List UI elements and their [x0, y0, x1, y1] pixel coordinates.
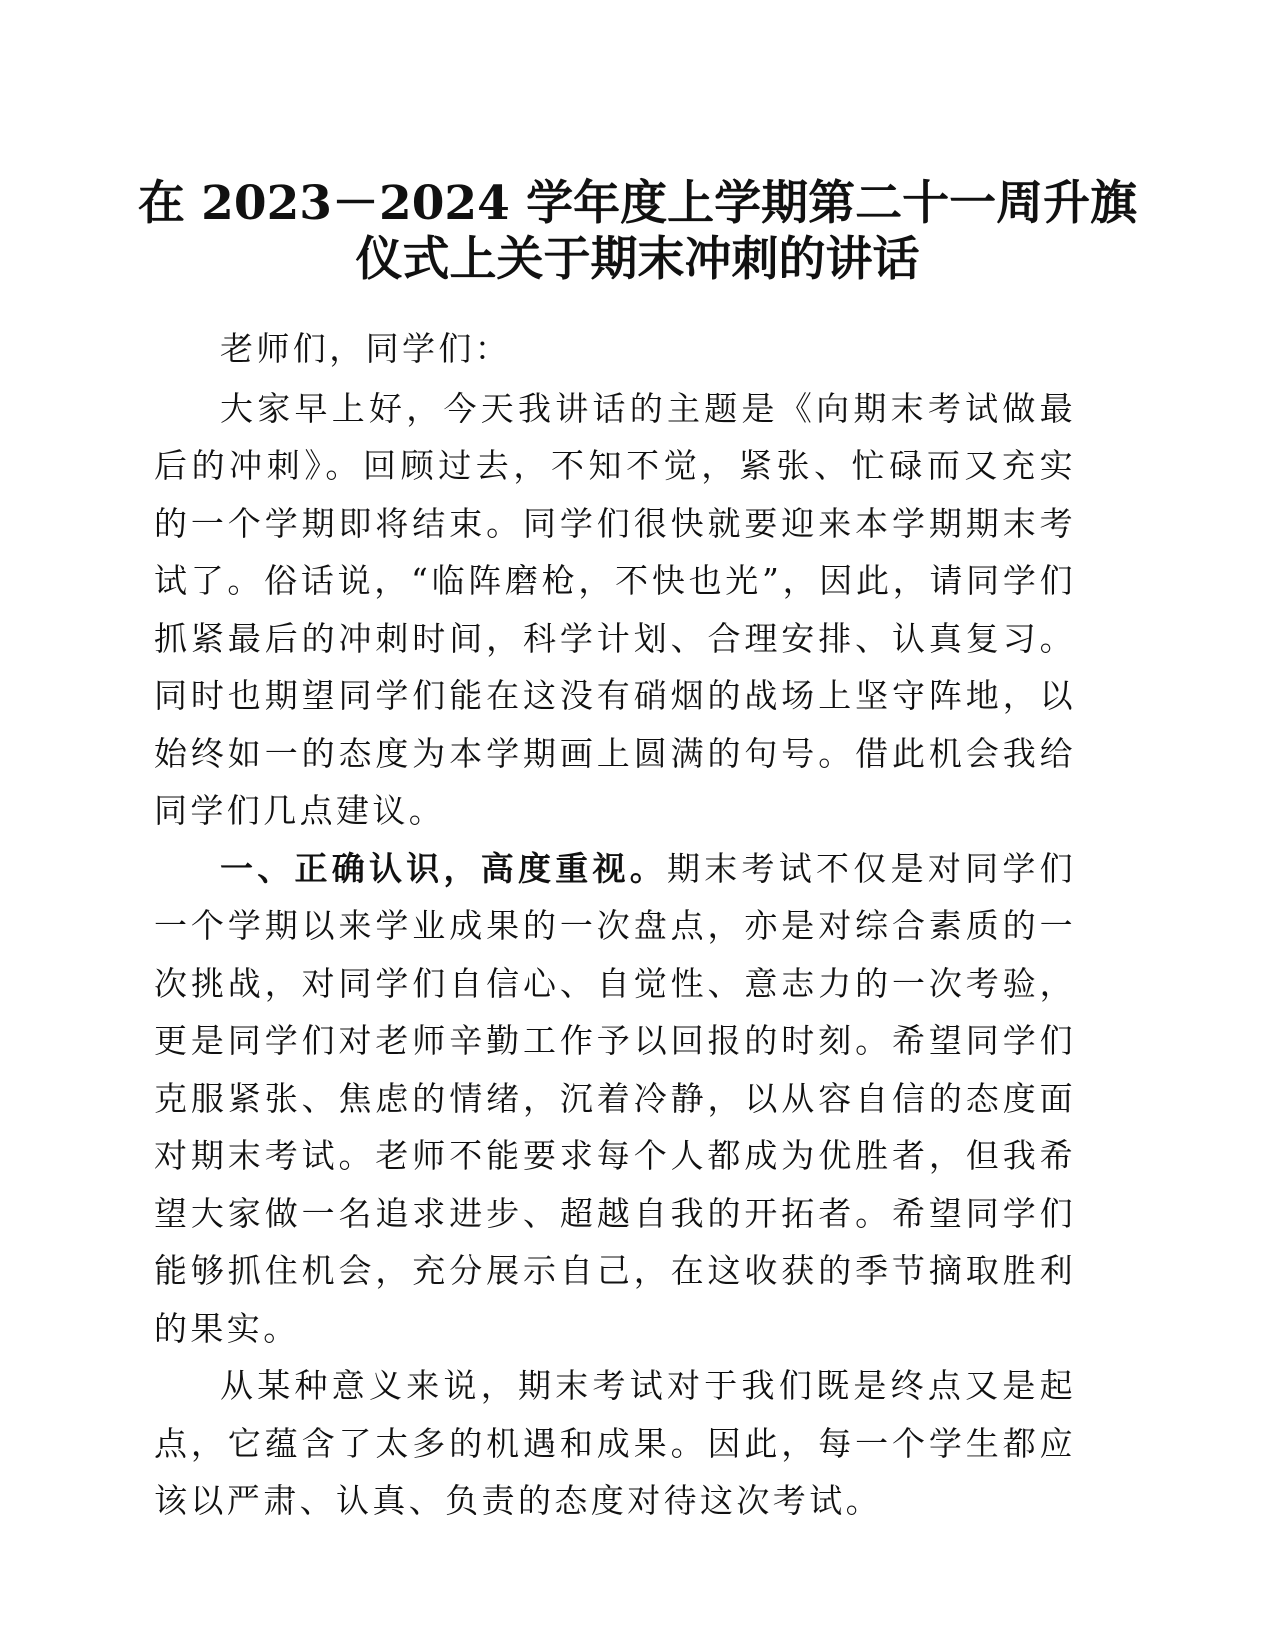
document-title: 在 2023－2024 学年度上学期第二十一周升旗仪式上关于期末冲刺的讲话: [137, 176, 1138, 287]
paragraph-2-heading: 一、正确认识，高度重视。: [220, 848, 668, 888]
paragraph-2-body: 期末考试不仅是对同学们一个学期以来学业成果的一次盘点，亦是对综合素质的一次挑战，对同学们自信心、自觉性、意志力的一次考验，更是同学们对老师辛勤工作予以回报的时刻。希望同学们克服紧张、焦虑的情绪，沉着冷静，以从容自信的态度面对期末考试。老师不能要求每个人都成为优胜者，但我希望大家做一名追求进步、超越自我的开拓者。希望同学们能够抓住机会，充分展示自己，在这收获的季节摘取胜利的果实。: [154, 848, 1076, 1348]
paragraph-3: 从某种意义来说，期末考试对于我们既是终点又是起点，它蕴含了太多的机遇和成果。因此，每一个学生都应该以严肃、认真、负责的态度对待这次考试。: [154, 1366, 1076, 1520]
document-body: [154, 320, 1076, 1530]
paragraph-1: 大家早上好，今天我讲话的主题是《向期末考试做最后的冲刺》。回顾过去，不知不觉，紧张、忙碌而又充实的一个学期即将结束。同学们很快就要迎来本学期期末考试了。俗话说，“临阵磨枪，不快也光”，因此，请同学们抓紧最后的冲刺时间，科学计划、合理安排、认真复习。同时也期望同学们能在这没有硝烟的战场上坚守阵地，以始终如一的态度为本学期画上圆满的句号。借此机会我给同学们几点建议。: [154, 388, 1076, 830]
greeting: 老师们，同学们：: [220, 329, 512, 368]
paragraph-2: [154, 840, 1076, 1358]
